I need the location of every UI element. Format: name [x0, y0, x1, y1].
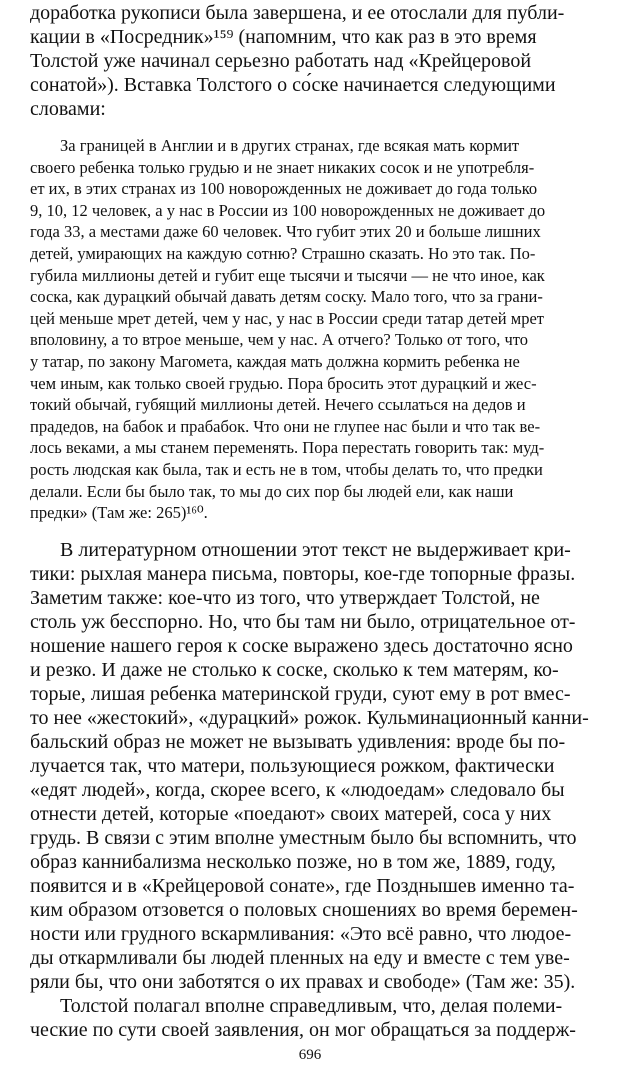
text-line: «едят людей», когда, скорее всего, к «людоедам» следовало бы	[30, 778, 565, 801]
quote-line: токий обычай, губящий миллионы детей. Нечего ссылаться на дедов и	[30, 395, 526, 415]
text-line: и резко. И даже не столько к соске, сколько к тем матерям, ко-	[30, 658, 559, 681]
text-line: кации в «Посредник»¹⁵⁹ (напомним, что как раз в это время	[30, 26, 537, 48]
text-line: то нее «жестокий», «дурацкий» рожок. Кульминационный канни-	[30, 706, 589, 729]
text-line: сонатой»). Вставка Толстого о со́ске начинается следующими	[30, 74, 556, 96]
text-line: лучается так, что матери, пользующиеся рожком, фактически	[30, 754, 555, 777]
text-line: ческие по сути своей заявления, он мог обращаться за поддерж-	[30, 1018, 576, 1041]
text-line: Толстой полагал вполне справедливым, что, делая полеми-	[60, 994, 563, 1017]
text-line: ряли бы, что они заботятся о их правах и свободе» (Там же: 35).	[30, 970, 576, 993]
text-line: появится и в «Крейцеровой сонате», где Позднышев именно та-	[30, 874, 575, 897]
quote-line: 9, 10, 12 человек, а у нас в России из 100 новорожденных не доживает до	[30, 200, 546, 220]
quote-line: предки» (Там же: 265)¹⁶⁰.	[30, 503, 208, 523]
quote-line: у татар, по закону Магомета, каждая мать должна кормить ребенка не	[30, 352, 520, 371]
text-line: ности или грудного вскармливания: «Это всё равно, что людое-	[30, 922, 572, 945]
text-line: столь уж бесспорно. Но, что бы там ни было, отрицательное от-	[30, 610, 576, 633]
quote-line: За границей в Англии и в других странах, где всякая мать кормит	[60, 136, 520, 155]
quote-line: ет их, в этих странах из 100 новорожденных не доживает до года только	[30, 179, 538, 199]
quote-line: рость людская как была, так и есть не в том, чтобы делать то, что предки	[30, 460, 543, 479]
quote-line: прадедов, на бабок и прабабок. Что они не глупее нас были и что так ве-	[30, 416, 541, 436]
quote-line: соска, как дурацкий обычай давать детям соску. Мало того, что за грани-	[30, 287, 543, 307]
text-line: тики: рыхлая манера письма, повторы, кое-где топорные фразы.	[30, 562, 576, 585]
text-line: доработка рукописи была завершена, и ее отослали для публи-	[30, 2, 565, 24]
text-line: Толстой уже начинал серьезно работать над «Крейцеровой	[30, 50, 532, 72]
text-line: грудь. В связи с этим вполне уместным было бы вспомнить, что	[30, 826, 577, 849]
quote-line: своего ребенка только грудью и не знает никаких сосок и не употребля-	[30, 157, 535, 177]
text-line: ким образом отзовется о половых сношениях во время беремен-	[30, 898, 578, 921]
text-line: ды откармливали бы людей пленных на еду и вместе с тем уве-	[30, 946, 570, 969]
text-line: В литературном отношении этот текст не выдерживает кри-	[60, 538, 571, 561]
text-line: словами:	[30, 98, 106, 120]
text-line: образ каннибализма несколько позже, но в том же, 1889, году,	[30, 850, 556, 873]
text-line: Заметим также: кое-что из того, что утверждает Толстой, не	[30, 586, 540, 609]
quote-line: лось веками, а мы станем переменять. Пора перестать говорить так: муд-	[30, 438, 545, 458]
quote-line: цей меньше мрет детей, чем у нас, у нас в России среди татар детей мрет	[30, 308, 544, 328]
text-line: отнести детей, которые «поедают» своих матерей, соса у них	[30, 802, 552, 825]
quote-line: детей, умирающих на каждую сотню? Страшно сказать. Но это так. По-	[30, 244, 536, 263]
quote-line: чем иным, как только своей грудью. Пора бросить этот дурацкий и жес-	[30, 373, 537, 393]
page-number: 696	[298, 1047, 322, 1063]
text-line: бальский образ не может не вызывать удивления: вроде бы по-	[30, 730, 566, 753]
text-line: ношение нашего героя к соске выражено здесь достаточно ясно	[30, 634, 573, 657]
text-line: торые, лишая ребенка материнской груди, суют ему в рот вмес-	[30, 682, 571, 705]
quote-line: делали. Если бы было так, то мы до сих пор бы людей ели, как наши	[30, 481, 514, 501]
quote-line: года 33, а местами даже 60 человек. Что губит этих 20 и больше лишних	[30, 222, 541, 242]
quote-line: губила миллионы детей и губит еще тысячи и тысячи — не что иное, как	[30, 265, 545, 285]
quote-line: вполовину, а то втрое меньше, чем у нас. А отчего? Только от того, что	[30, 330, 529, 350]
